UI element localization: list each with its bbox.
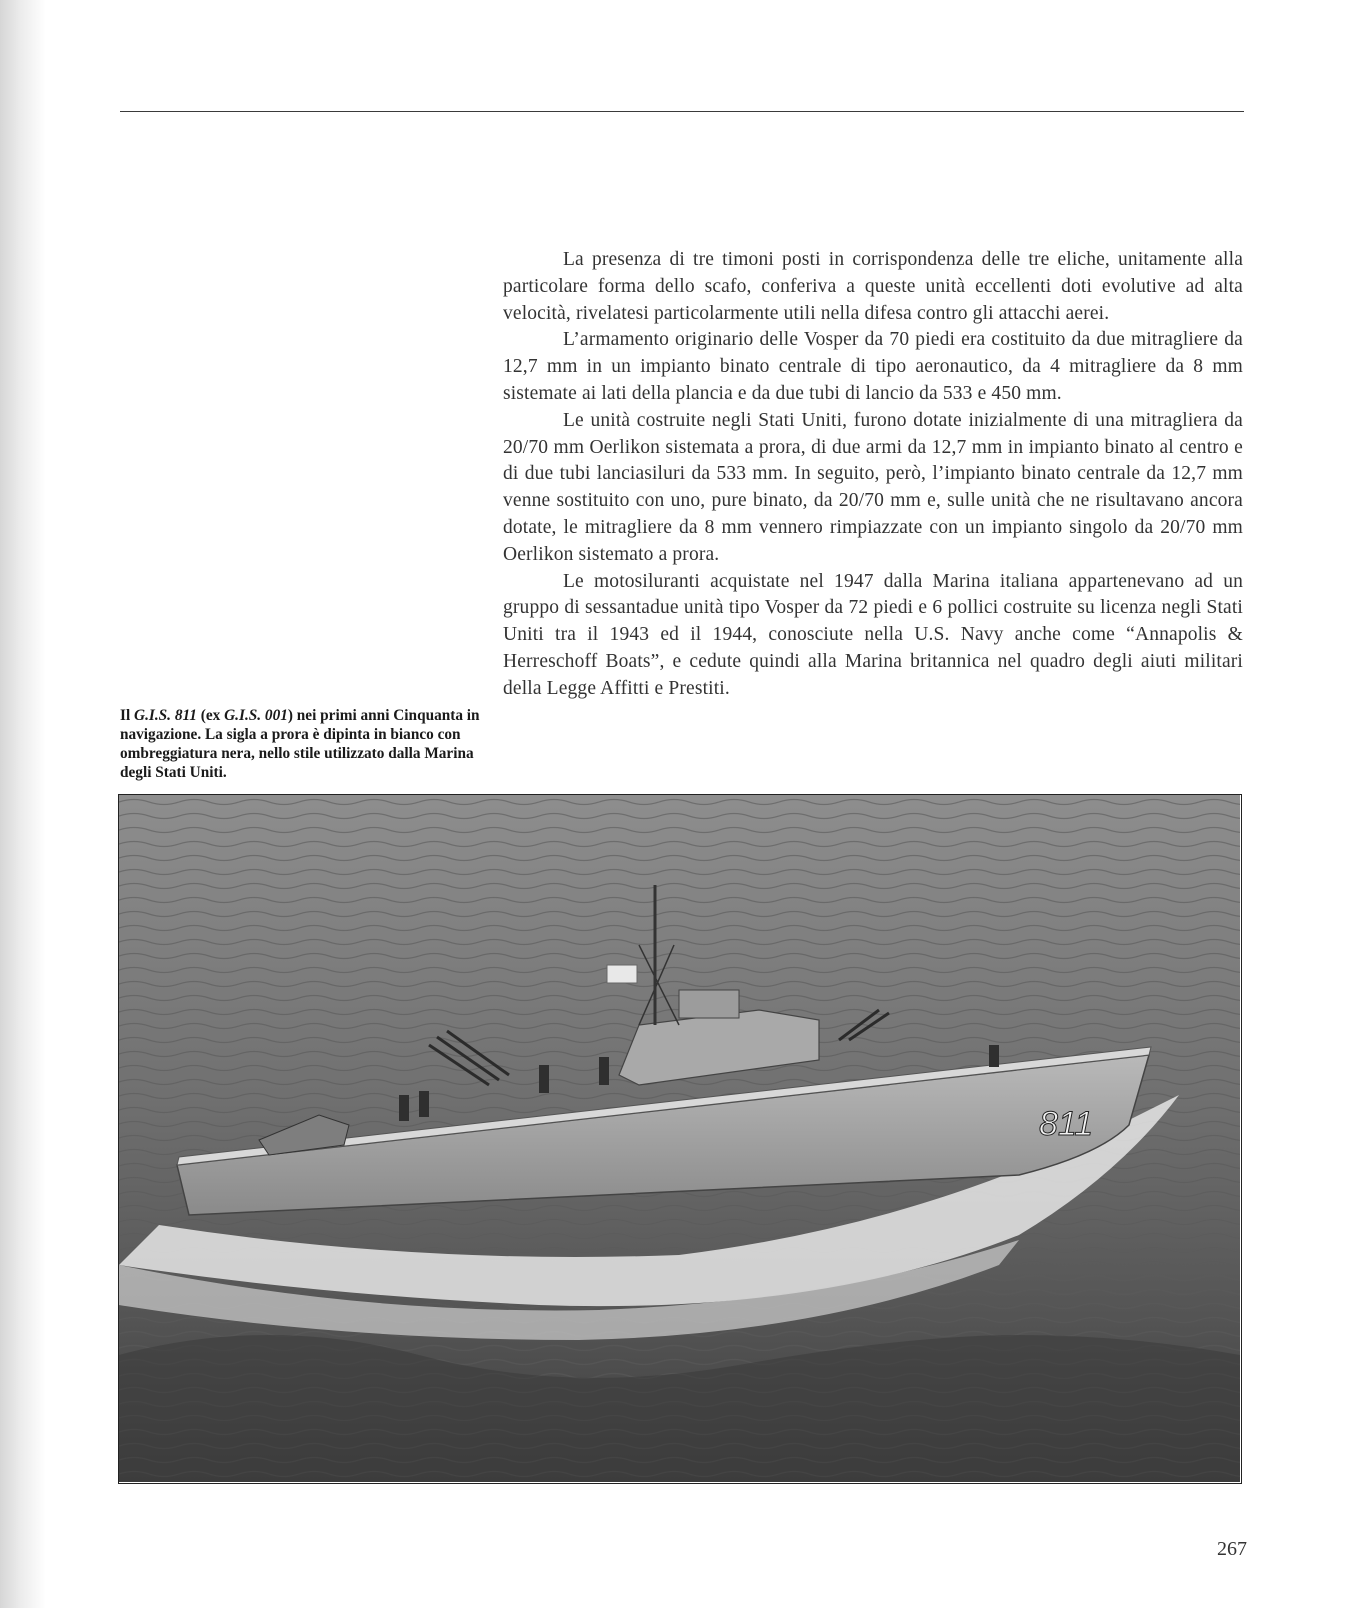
- body-text: [503, 247, 1243, 703]
- caption-paren: (ex: [196, 707, 225, 724]
- paragraph-4: Le motosiluranti acquistate nel 1947 dalla Marina italiana appartenevano ad un gruppo di sessantadue unità tipo Vosper da 72 piedi e 6 pollici costruite su licenza negli Stati Uniti tra il 1943 ed il 1944, conosciute nella U.S. Navy anche come “Annapolis & Herreschoff Boats”, e cedute quindi alla Marina britannica nel quadro degli aiuti militari della Legge Affitti e Prestiti.: [503, 570, 1243, 699]
- caption-rest: ) nei primi anni Cinquanta in navigazione. La sigla a prora è dipinta in bianco con ombreggiatura nera, nello stile utilizzato dalla Marina degli Stati Uniti.: [120, 707, 480, 781]
- boat-photograph: [118, 794, 1242, 1484]
- hull-number: 811: [1039, 1105, 1094, 1143]
- boat-photo-drawing: [119, 795, 1240, 1482]
- caption-prefix: Il: [120, 707, 135, 724]
- page-number: 267: [1217, 1538, 1247, 1560]
- paragraph-1: La presenza di tre timoni posti in corrispondenza delle tre eliche, unitamente alla particolare forma dello scafo, conferiva a queste unità eccellenti doti evolutive ad alta velocità, rivelatesi particolarmente utili nella difesa contro gli attacchi aerei.: [503, 249, 1243, 324]
- caption-text: [120, 706, 480, 782]
- boat-wheelhouse: [679, 990, 739, 1018]
- paragraph-2: L’armamento originario delle Vosper da 70 piedi era costituito da due mitragliere da 12,7 mm in un impianto binato centrale di tipo aeronautico, da 4 mitragliere da 8 mm sistemate ai lati della plancia e da due tubi di lancio da 533 e 450 mm.: [503, 329, 1243, 404]
- page-gutter-shadow: [0, 0, 46, 1608]
- photo-caption: [120, 706, 480, 782]
- boat-flag: [607, 965, 637, 983]
- header-rule: [120, 111, 1244, 112]
- caption-unit-name: G.I.S. 811: [134, 707, 197, 724]
- caption-former-name: G.I.S. 001: [224, 707, 288, 724]
- paragraph-3: Le unità costruite negli Stati Uniti, furono dotate inizialmente di una mitragliera da 20/70 mm Oerlikon sistemata a prora, di due armi da 12,7 mm in impianto binato al centro e di due tubi lanciasiluri da 533 mm. In seguito, però, l’impianto binato centrale da 12,7 mm venne sostituito con uno, pure binato, da 20/70 mm e, sulle unità che ne risultavano ancora dotate, le mitragliere da 8 mm vennero rimpiazzate con un impianto singolo da 20/70 mm Oerlikon sistemato a prora.: [503, 409, 1243, 565]
